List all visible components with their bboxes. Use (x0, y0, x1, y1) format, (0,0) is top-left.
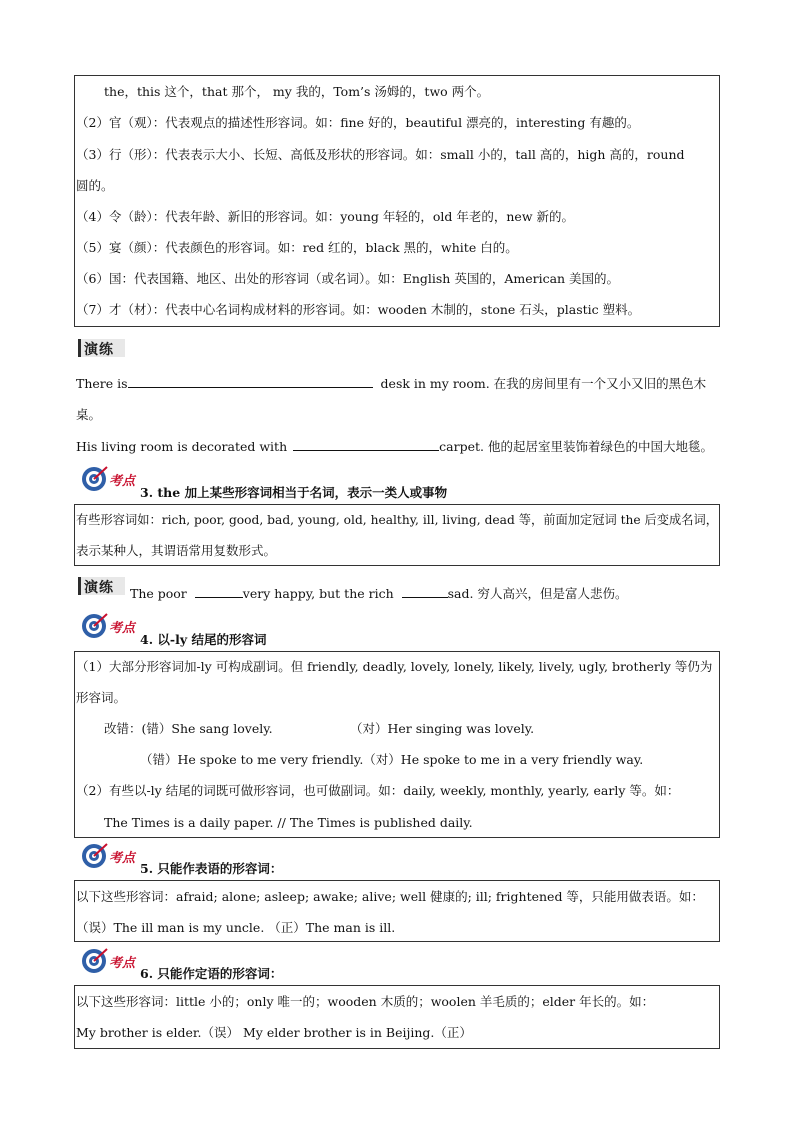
practice2-line: The poor very happy, but the rich sad. 穷人高兴，但是富人悲伤。 (130, 586, 628, 601)
section6-line: My brother is elder.（误） My elder brother is in Beijing.（正） (76, 1025, 472, 1040)
section4-line: 形容词。 (76, 690, 127, 705)
target-icon (80, 464, 110, 492)
adjective-order-box (74, 75, 720, 327)
answer-blank[interactable] (128, 376, 373, 388)
section5-line: （误）The ill man is my uncle. （正）The man is ill. (76, 920, 396, 935)
section3-line: 表示某种人，其谓语常用复数形式。 (76, 543, 277, 558)
section3-heading: 3. the 加上某些形容词相当于名词，表示一类人或事物 (140, 485, 448, 500)
box1-line: 圆的。 (76, 178, 114, 193)
section4-heading: 4. 以-ly 结尾的形容词 (140, 632, 267, 647)
answer-blank[interactable] (402, 586, 448, 598)
practice-badge: 演练 (76, 576, 126, 596)
practice1-line1: There is desk in my room. 在我的房间里有一个又小又旧的黑色木 (76, 376, 707, 391)
kaodian-badge: 考点 (80, 841, 140, 869)
section4-line: 改错：(错）She sang lovely. (104, 721, 273, 736)
section4-line: （对）Her singing was lovely. (350, 721, 535, 736)
box1-line: the，this 这个，that 那个， my 我的，Tom’s 汤姆的，two 两个。 (104, 84, 490, 99)
kaodian-badge: 考点 (80, 464, 140, 492)
practice1-line3: His living room is decorated with carpet. 他的起居室里装饰着绿色的中国大地毯。 (76, 439, 713, 454)
practice1-line2: 桌。 (76, 407, 102, 422)
box1-line: （4）令（龄）：代表年龄、新旧的形容词。如：young 年轻的，old 年老的，new 新的。 (76, 209, 574, 224)
section6-heading: 6. 只能作定语的形容词： (140, 966, 283, 981)
box1-line: （6）国：代表国籍、地区、出处的形容词（或名词）。如：English 英国的，American 美国的。 (76, 271, 620, 286)
section4-line: （2）有些以-ly 结尾的词既可做形容词，也可做副词。如：daily, weekly, monthly, yearly, early 等。如： (76, 783, 680, 798)
section4-line: The Times is a daily paper. // The Times is published daily. (104, 815, 473, 830)
section4-line: （错）He spoke to me very friendly.（对）He spoke to me in a very friendly way. (140, 752, 644, 767)
answer-blank[interactable] (293, 439, 439, 451)
box1-line: （3）行（形）：代表表示大小、长短、高低及形状的形容词。如：small 小的，tall 高的，high 高的，round (76, 147, 685, 162)
section3-line: 有些形容词如：rich, poor, good, bad, young, old, healthy, ill, living, dead 等，前面加定冠词 the 后变成名词， (76, 512, 719, 527)
target-icon (80, 946, 110, 974)
kaodian-badge: 考点 (80, 946, 140, 974)
target-icon (80, 841, 110, 869)
section4-line: （1）大部分形容词加-ly 可构成副词。但 friendly, deadly, lovely, lonely, likely, lively, ugly, brotherly 等仍为 (76, 659, 713, 674)
section6-line: 以下这些形容词：little 小的；only 唯一的；wooden 木质的；woolen 羊毛质的；elder 年长的。如： (76, 994, 655, 1009)
box1-line: （2）官（观）：代表观点的描述性形容词。如：fine 好的，beautiful 漂亮的，interesting 有趣的。 (76, 115, 640, 130)
box1-line: （7）才（材）：代表中心名词构成材料的形容词。如：wooden 木制的，stone 石头，plastic 塑料。 (76, 302, 641, 317)
section4-box (74, 651, 720, 838)
target-icon (80, 611, 110, 639)
kaodian-badge: 考点 (80, 611, 140, 639)
box1-line: （5）宴（颜）：代表颜色的形容词。如：red 红的，black 黑的，white 白的。 (76, 240, 518, 255)
section5-line: 以下这些形容词：afraid; alone; asleep; awake; alive; well 健康的; ill; frightened 等，只能用做表语。如： (76, 889, 704, 904)
section5-heading: 5. 只能作表语的形容词： (140, 861, 283, 876)
practice-badge: 演练 (76, 338, 126, 358)
answer-blank[interactable] (195, 586, 243, 598)
